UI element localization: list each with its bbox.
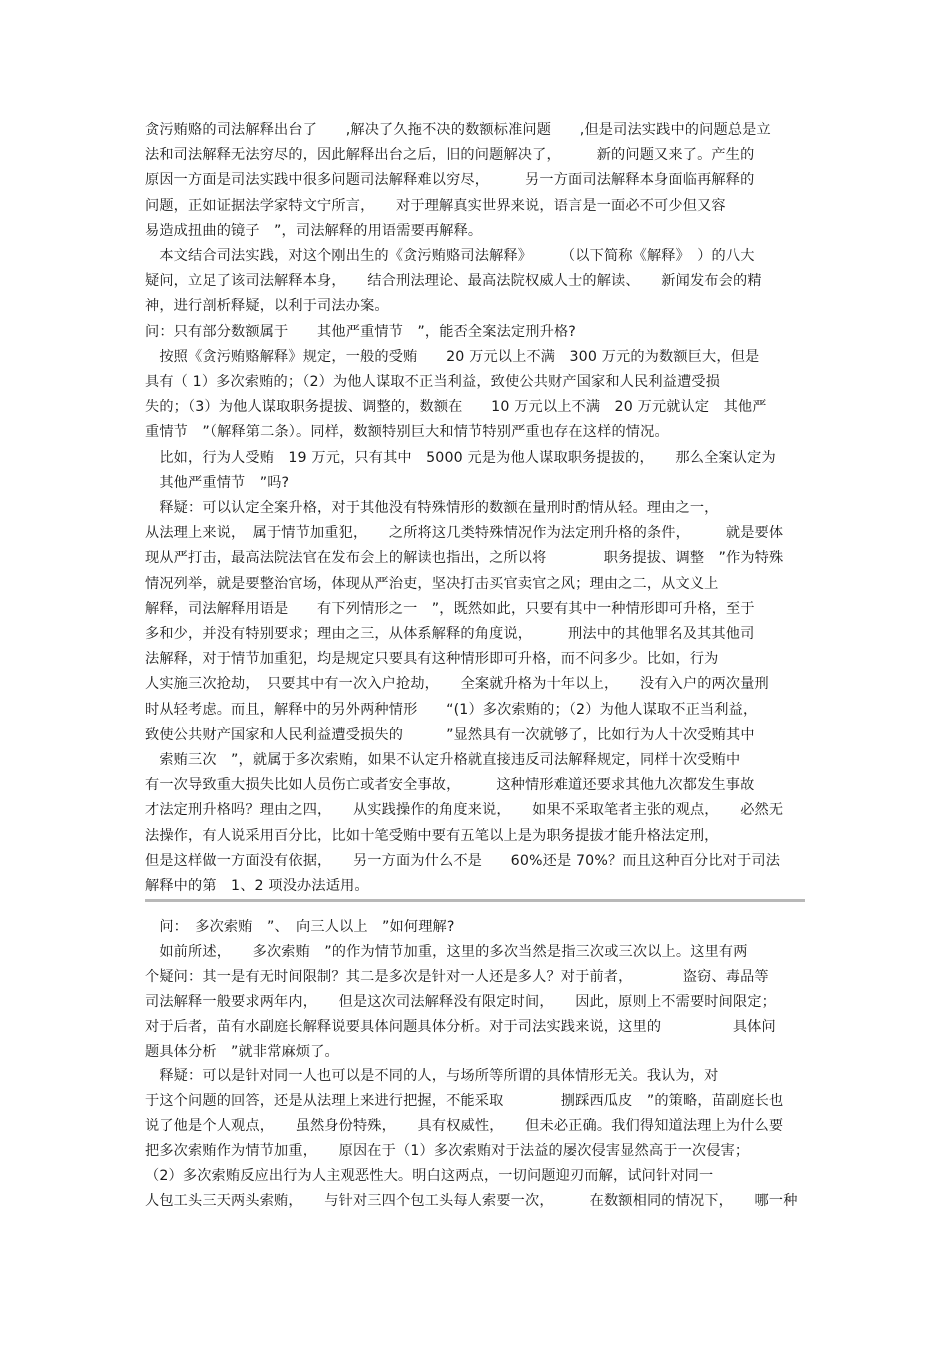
text-line: 于这个问题的回答，还是从法理上来进行把握，不能采取 捌踩西瓜皮 ”的策略，苗副庭长也 <box>145 1093 784 1110</box>
text-line: 把多次索贿作为情节加重， 原因在于（1）多次索贿对于法益的屡次侵害显然高于一次侵害； <box>145 1143 750 1160</box>
text-line: 解释中的第 1、2 项没办法适用。 <box>145 878 369 894</box>
text-line: 法操作，有人说采用百分比，比如十笔受贿中要有五笔以上是为职务提拔才能升格法定刑， <box>145 827 719 844</box>
text-line: 多和少，并没有特别要求；理由之三，从体系解释的角度说， 刑法中的其他罪名及其其他司 <box>145 626 755 642</box>
text-line: 但是这样做一方面没有依据， 另一方面为什么不是 60%还是 70%？而且这种百分比对于司法 <box>145 852 781 869</box>
text-line: （2）多次索贿反应出行为人主观恶性大。明白这两点，一切问题迎刃而解，试问针对同一 <box>145 1168 714 1184</box>
text-line: 重情节 ”（解释第二条）。同样，数额特别巨大和情节特别严重也存在这样的情况。 <box>145 424 669 441</box>
text-line: 按照《贪污贿赂解释》规定，一般的受贿 20 万元以上不满 300 万元的为数额巨大，但是 <box>145 348 760 365</box>
text-line: 贪污贿赂的司法解释出台了 ,解决了久拖不决的数额标准问题 ,但是司法实践中的问题总是立 <box>145 122 771 138</box>
text-line: 问：只有部分数额属于 其他严重情节 ”，能否全案法定刑升格? <box>145 323 576 340</box>
text-line: 易造成扭曲的镜子 ”，司法解释的用语需要再解释。 <box>145 222 483 239</box>
text-line: 个疑问：其一是有无时间限制？其二是多次是针对一人还是多人？对于前者， 盗窃、毒品等 <box>145 968 769 985</box>
text-line: 法和司法解释无法穷尽的，因此解释出台之后，旧的问题解决了， 新的问题又来了。产生的 <box>145 147 755 164</box>
text-line: 释疑：可以是针对同一人也可以是不同的人，与场所等所谓的具体情形无关。我认为，对 <box>145 1068 719 1085</box>
text-line: 疑问，立足了该司法解释本身， 结合刑法理论、最高法院权威人士的解读、 新闻发布会的精 <box>145 273 762 290</box>
text-line: 问： 多次索贿 ”、 向三人以上 ”如何理解? <box>145 919 455 935</box>
text-line: 司法解释一般要求两年内， 但是这次司法解释没有限定时间， 因此，原则上不需要时间限定； <box>145 993 776 1010</box>
text-line: 人包工头三天两头索贿， 与针对三四个包工头每人索要一次， 在数额相同的情况下， 哪一种 <box>145 1192 798 1209</box>
text-line: 有一次导致重大损失比如人员伤亡或者安全事故， 这种情形难道还要求其他九次都发生事故 <box>145 777 755 794</box>
text-line: 时从轻考虑。而且，解释中的另外两种情形 “(1）多次索贿的；（2）为他人谋取不正当利益， <box>145 701 758 718</box>
text-line: 神，进行剖析释疑，以利于司法办案。 <box>145 298 389 315</box>
text-line: 题具体分析 ”就非常麻烦了。 <box>145 1043 339 1060</box>
text-line: 具有（ 1）多次索贿的；（2）为他人谋取不正当利益，致使公共财产国家和人民利益遭受损 <box>145 374 721 390</box>
text-line: 原因一方面是司法实践中很多问题司法解释难以穷尽， 另一方面司法解释本身面临再解释的 <box>145 172 755 189</box>
text-line: 索贿三次 ”，就属于多次索贿，如果不认定升格就直接违反司法解释规定，同样十次受贿中 <box>145 752 741 768</box>
text-line: 致使公共财产国家和人民利益遭受损失的 ”显然具有一次就够了，比如行为人十次受贿其中 <box>145 726 755 743</box>
text-line: 如前所述， 多次索贿 ”的作为情节加重，这里的多次当然是指三次或三次以上。这里有两 <box>145 943 748 960</box>
text-line: 对于后者，苗有水副庭长解释说要具体问题具体分析。对于司法实践来说，这里的 具体问 <box>145 1018 776 1035</box>
text-line: 法解释，对于情节加重犯，均是规定只要具有这种情形即可升格，而不问多少。比如，行为 <box>145 651 719 668</box>
text-line: 释疑：可以认定全案升格，对于其他没有特殊情形的数额在量刑时酌情从轻。理由之一， <box>145 500 719 516</box>
text-line: 失的；（3）为他人谋取职务提拔、调整的，数额在 10 万元以上不满 20 万元就认定 其他严 <box>145 399 767 416</box>
text-line: 本文结合司法实践，对这个刚出生的《贪污贿赂司法解释》 （以下简称《解释》 ）的八大 <box>145 248 755 264</box>
text-line: 现从严打击，最高法院法官在发布会上的解读也指出，之所以将 职务提拔、调整 ”作为特殊 <box>145 550 784 567</box>
text-line: 情况列举，就是要整治官场，体现从严治吏，坚决打击买官卖官之风；理由之二，从文义上 <box>145 575 719 592</box>
text-line: 解释，司法解释用语是 有下列情形之一 ”，既然如此，只要有其中一种情形即可升格，至于 <box>145 600 755 617</box>
text-line: 问题，正如证据法学家特文宁所言， 对于理解真实世界来说，语言是一面必不可少但又容 <box>145 197 726 214</box>
text-line: 其他严重情节 ”吗? <box>145 474 290 491</box>
text-line: 人实施三次抢劫， 只要其中有一次入户抢劫， 全案就升格为十年以上， 没有入户的两次量刑 <box>145 676 769 693</box>
text-line: 比如，行为人受贿 19 万元，只有其中 5000 元是为他人谋取职务提拔的， 那么全案认定为 <box>145 449 776 466</box>
section-divider <box>145 899 805 902</box>
text-line: 从法理上来说， 属于情节加重犯， 之所将这几类特殊情况作为法定刑升格的条件， 就是要体 <box>145 525 784 542</box>
text-line: 才法定刑升格吗？理由之四， 从实践操作的角度来说， 如果不采取笔者主张的观点， 必然无 <box>145 802 784 819</box>
text-line: 说了他是个人观点， 虽然身份特殊， 具有权威性， 但未必正确。我们得知道法理上为什么要 <box>145 1118 784 1135</box>
